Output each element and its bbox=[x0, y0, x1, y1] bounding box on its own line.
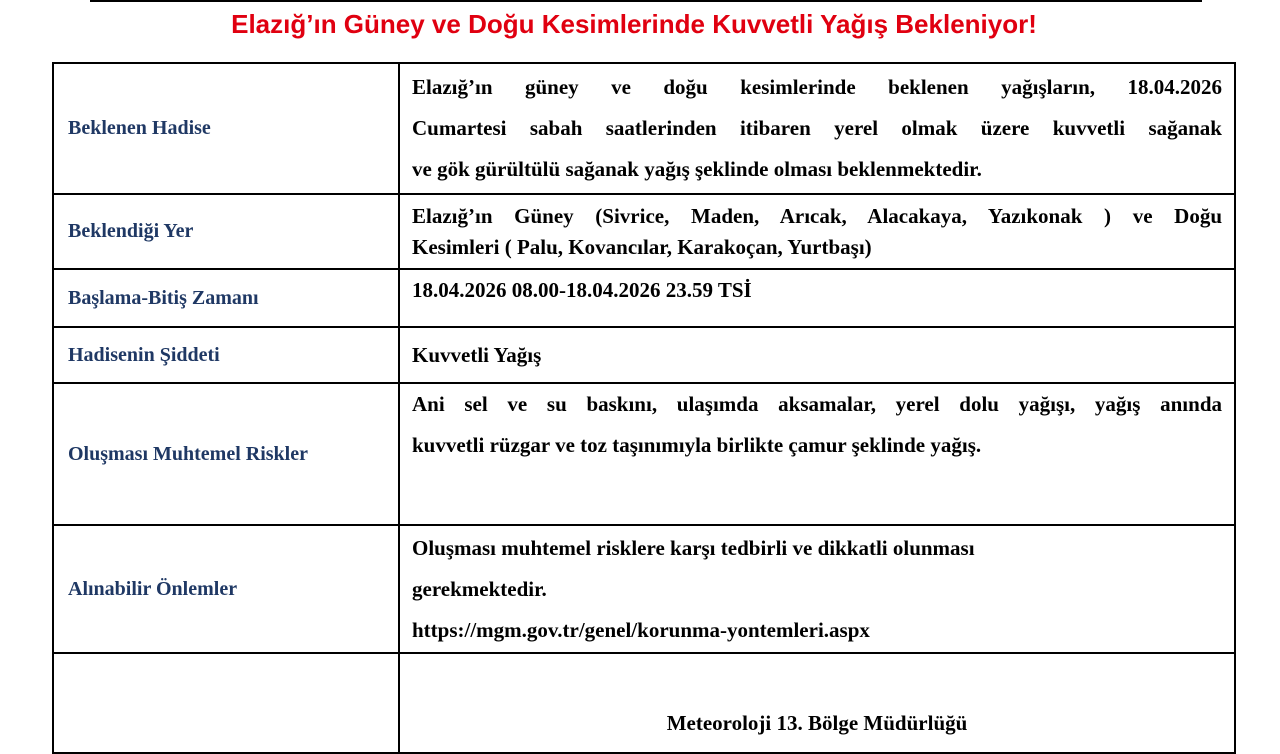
table-row bbox=[53, 327, 1235, 383]
text-line: Oluşması muhtemel risklere karşı tedbirli ve dikkatli olunması bbox=[412, 535, 975, 560]
value-possible-risks bbox=[399, 383, 1235, 525]
label-empty bbox=[53, 653, 399, 753]
value-severity bbox=[399, 327, 1235, 383]
value-expected-place bbox=[399, 194, 1235, 269]
text-line: Kuvvetli Yağış bbox=[412, 342, 542, 367]
url-text: https://mgm.gov.tr/genel/korunma-yontemleri.aspx bbox=[412, 617, 870, 642]
table-row bbox=[53, 269, 1235, 327]
table-row bbox=[53, 63, 1235, 194]
label-start-end-time: Başlama-Bitiş Zamanı bbox=[53, 269, 399, 327]
label-expected-place: Beklendiği Yer bbox=[53, 194, 399, 269]
text-line: Cumartesi sabah saatlerinden itibaren yerel olmak üzere kuvvetli sağanak bbox=[412, 116, 1222, 140]
text-line: kuvvetli rüzgar ve toz taşınımıyla birlikte çamur şeklinde yağış. bbox=[412, 433, 982, 457]
table-row bbox=[53, 525, 1235, 653]
label-possible-risks: Oluşması Muhtemel Riskler bbox=[53, 383, 399, 525]
text-line: 18.04.2026 08.00-18.04.2026 23.59 TSİ bbox=[412, 278, 752, 302]
value-precautions bbox=[399, 525, 1235, 653]
text-line: ve gök gürültülü sağanak yağış şeklinde olması beklenmektedir. bbox=[412, 157, 982, 181]
text-line: gerekmektedir. bbox=[412, 576, 547, 601]
text-line: Elazığ’ın Güney (Sivrice, Maden, Arıcak, Alacakaya, Yazıkonak ) ve Doğu bbox=[412, 203, 1222, 228]
value-issuer bbox=[399, 653, 1235, 753]
issuer-name: Meteoroloji 13. Bölge Müdürlüğü bbox=[666, 710, 968, 735]
value-start-end-time bbox=[399, 269, 1235, 327]
label-precautions: Alınabilir Önlemler bbox=[53, 525, 399, 653]
headline: Elazığ’ın Güney ve Doğu Kesimlerinde Kuvvetli Yağış Bekleniyor! bbox=[231, 9, 1037, 39]
table-row bbox=[53, 653, 1235, 753]
label-expected-event: Beklenen Hadise bbox=[53, 63, 399, 194]
top-rule bbox=[90, 0, 1202, 2]
text-line: Kesimleri ( Palu, Kovancılar, Karakoçan, Yurtbaşı) bbox=[412, 234, 872, 259]
text-line: Ani sel ve su baskını, ulaşımda aksamalar, yerel dolu yağışı, yağış anında bbox=[412, 392, 1222, 416]
table-row bbox=[53, 194, 1235, 269]
text-line: Elazığ’ın güney ve doğu kesimlerinde beklenen yağışların, 18.04.2026 bbox=[412, 75, 1222, 99]
table-row bbox=[53, 383, 1235, 525]
label-severity: Hadisenin Şiddeti bbox=[53, 327, 399, 383]
warning-table bbox=[52, 62, 1236, 754]
value-expected-event bbox=[399, 63, 1235, 194]
